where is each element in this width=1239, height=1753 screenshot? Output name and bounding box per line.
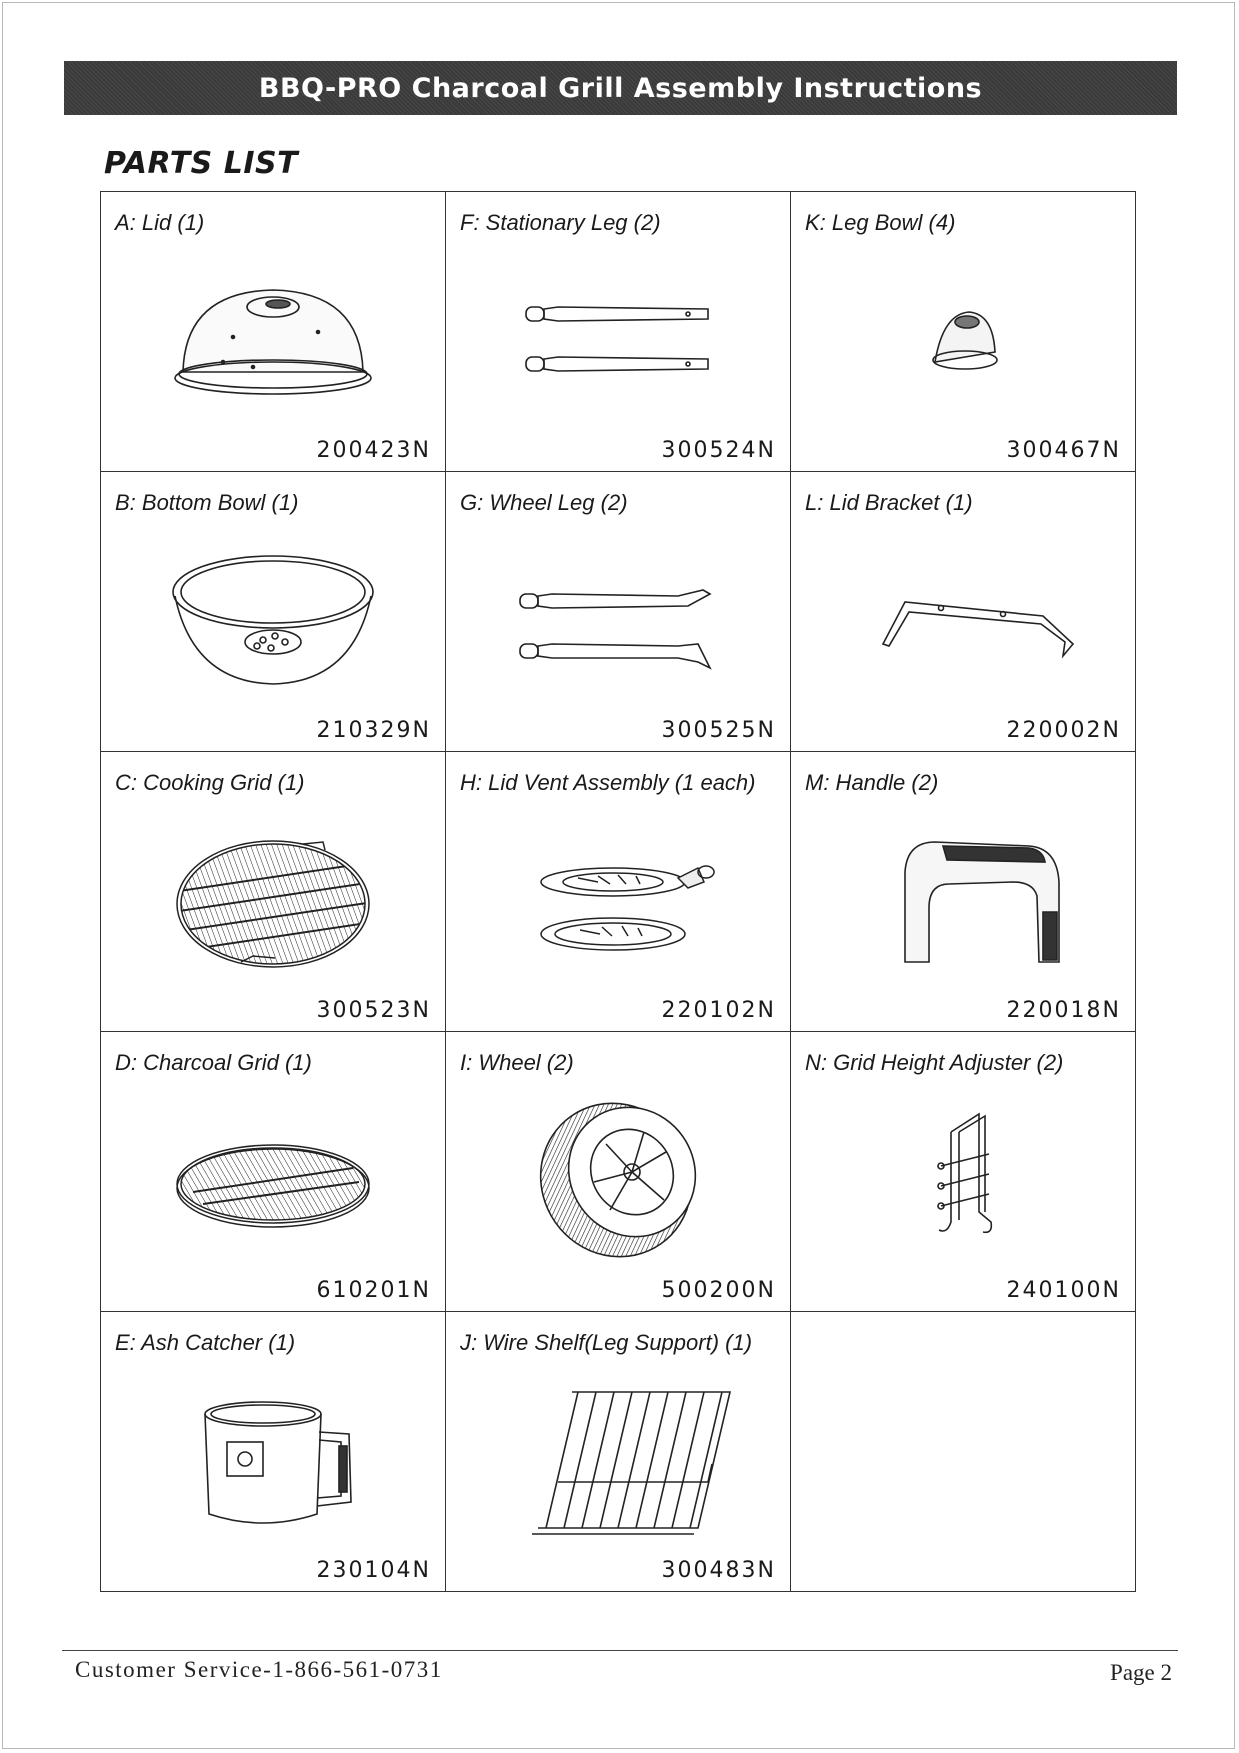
part-name: I: Wheel (2) bbox=[460, 1050, 574, 1075]
part-number: 300483N bbox=[661, 1558, 776, 1583]
part-cell-leg-bowl bbox=[791, 192, 1136, 472]
handle-icon bbox=[843, 812, 1083, 982]
part-name: D: Charcoal Grid (1) bbox=[115, 1050, 312, 1075]
part-number: 610201N bbox=[316, 1278, 431, 1303]
part-name: C: Cooking Grid (1) bbox=[115, 770, 305, 795]
part-cell-cooking-grid bbox=[101, 752, 446, 1032]
part-name: K: Leg Bowl (4) bbox=[805, 210, 956, 235]
ash-catcher-icon bbox=[153, 1372, 393, 1542]
part-cell-bottom-bowl bbox=[101, 472, 446, 752]
part-name: E: Ash Catcher (1) bbox=[115, 1330, 296, 1355]
part-number: 500200N bbox=[661, 1278, 776, 1303]
grid-height-adjuster-icon bbox=[843, 1092, 1083, 1262]
part-cell-grid-height-adjuster bbox=[791, 1032, 1136, 1312]
part-cell-wheel-leg bbox=[446, 472, 791, 752]
part-cell-wheel bbox=[446, 1032, 791, 1312]
lid-bracket-icon bbox=[843, 532, 1083, 702]
part-name: G: Wheel Leg (2) bbox=[460, 490, 628, 515]
part-cell-wire-shelf bbox=[446, 1312, 791, 1592]
parts-table bbox=[100, 191, 1136, 1592]
part-cell-lid-bracket bbox=[791, 472, 1136, 752]
part-cell-lid-vent bbox=[446, 752, 791, 1032]
lid-icon bbox=[153, 252, 393, 422]
customer-service: Customer Service-1-866-561-0731 bbox=[75, 1657, 443, 1682]
wheel-leg-icon bbox=[498, 532, 738, 702]
header-banner bbox=[64, 61, 1177, 115]
part-number: 240100N bbox=[1006, 1278, 1121, 1303]
part-number: 300524N bbox=[661, 438, 776, 463]
part-number: 220002N bbox=[1006, 718, 1121, 743]
bottom-bowl-icon bbox=[153, 532, 393, 702]
part-number: 200423N bbox=[316, 438, 431, 463]
part-number: 300467N bbox=[1006, 438, 1121, 463]
part-number: 230104N bbox=[316, 1558, 431, 1583]
part-cell-lid bbox=[101, 192, 446, 472]
section-title: PARTS LIST bbox=[104, 146, 299, 181]
part-name: B: Bottom Bowl (1) bbox=[115, 490, 299, 515]
leg-bowl-icon bbox=[843, 252, 1083, 422]
part-name: M: Handle (2) bbox=[805, 770, 939, 795]
part-number: 210329N bbox=[316, 718, 431, 743]
part-name: L: Lid Bracket (1) bbox=[805, 490, 973, 515]
part-cell-empty bbox=[791, 1312, 1136, 1592]
part-number: 300525N bbox=[661, 718, 776, 743]
charcoal-grid-icon bbox=[153, 1092, 393, 1262]
document-title: BBQ-PRO Charcoal Grill Assembly Instructions bbox=[258, 72, 983, 104]
wire-shelf-icon bbox=[498, 1372, 738, 1542]
footer-rule bbox=[62, 1650, 1178, 1651]
part-number: 300523N bbox=[316, 998, 431, 1023]
part-name: A: Lid (1) bbox=[115, 210, 205, 235]
part-name: F: Stationary Leg (2) bbox=[460, 210, 661, 235]
part-cell-charcoal-grid bbox=[101, 1032, 446, 1312]
lid-vent-icon bbox=[498, 812, 738, 982]
part-cell-ash-catcher bbox=[101, 1312, 446, 1592]
stationary-leg-icon bbox=[498, 252, 738, 422]
part-number: 220102N bbox=[661, 998, 776, 1023]
part-name: N: Grid Height Adjuster (2) bbox=[805, 1050, 1064, 1075]
part-name: H: Lid Vent Assembly (1 each) bbox=[460, 770, 756, 795]
cooking-grid-icon bbox=[153, 812, 393, 982]
part-cell-handle bbox=[791, 752, 1136, 1032]
part-number: 220018N bbox=[1006, 998, 1121, 1023]
part-cell-stationary-leg bbox=[446, 192, 791, 472]
page-number: Page 2 bbox=[1110, 1660, 1172, 1685]
wheel-icon bbox=[498, 1092, 738, 1262]
part-name: J: Wire Shelf(Leg Support) (1) bbox=[460, 1330, 753, 1355]
